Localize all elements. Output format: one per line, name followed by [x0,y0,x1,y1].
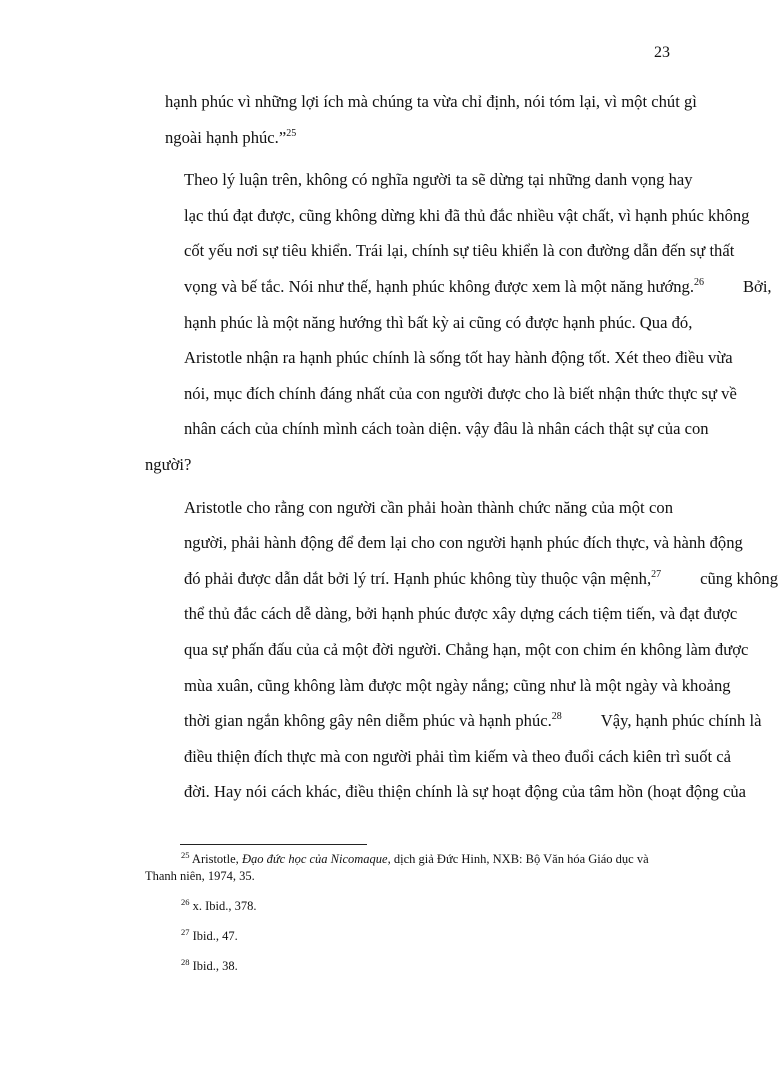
text-segment-after: Bởi, [742,276,772,296]
paragraph-happiness-theory [145,162,772,482]
footnote-text: Aristotle, [189,852,242,866]
footnote-ref-28[interactable]: 28 [551,711,562,723]
text-segment-before: thời gian ngắn không gây nên diễm phúc và hạnh phúc. [184,711,552,731]
text-line [165,120,673,156]
footnote-25 [145,851,665,885]
text-line: hạnh phúc là một năng hướng thì bất kỳ ai cũng có được hạnh phúc. Qua đó, [184,312,693,332]
text-segment-after: cũng không [700,568,778,588]
footnote-line [145,851,665,868]
text-segment-after: Vậy, hạnh phúc chính là [600,711,762,731]
paragraph-aristotle-function [145,490,778,810]
text-line: hạnh phúc vì những lợi ích mà chúng ta vừa chỉ định, nói tóm lại, vì một chút gì [165,92,697,111]
footnote-28 [145,958,665,975]
footnote-text: , dịch giả Đức Hinh, NXB: Bộ Văn hóa Giáo dục và [387,852,649,866]
paragraph-quote-continuation [145,84,697,155]
footnote-text: Ibid., 38. [189,959,238,973]
text-line [145,703,762,739]
text-line: qua sự phấn đấu của cả một đời người. Chẳng hạn, một con chim én không làm được [184,639,749,659]
text-segment-before: đó phải được dẫn dắt bởi lý trí. Hạnh phúc không tùy thuộc vận mệnh, [184,568,652,588]
text-line: nói, mục đích chính đáng nhất của con người được cho là biết nhận thức thực sự về [184,383,737,403]
footnote-number: 28 [181,957,190,967]
footnote-book-title: Đạo đức học của Nicomaque [241,852,388,866]
text-line: mùa xuân, cũng không làm được một ngày nắng; cũng như là một ngày và khoảng [184,675,731,695]
text-line: cốt yếu nơi sự tiêu khiển. Trái lại, chính sự tiêu khiển là con đường dẫn đến sự thất [184,241,735,261]
footnote-ref-26[interactable]: 26 [693,276,704,288]
text-line [145,269,772,305]
footnote-26 [145,898,665,915]
text-segment: ngoài hạnh phúc.” [165,127,287,147]
footnote-number: 26 [181,897,190,907]
footnote-ref-27[interactable]: 27 [651,568,662,580]
footnote-line: Thanh niên, 1974, 35. [145,869,255,883]
footnote-27 [145,928,665,945]
text-line: Aristotle nhận ra hạnh phúc chính là sống tốt hay hành động tốt. Xét theo điều vừa [184,348,733,368]
text-line: người? [145,454,192,474]
body-text [145,84,778,810]
text-line: lạc thú đạt được, cũng không dừng khi đã thủ đắc nhiều vật chất, vì hạnh phúc không [184,205,750,225]
footnote-separator [180,844,367,845]
text-line: nhân cách của chính mình cách toàn diện. vậy đâu là nhân cách thật sự của con [184,419,709,439]
text-segment [145,269,704,305]
footnote-ref-25[interactable]: 25 [286,127,297,139]
text-segment-before: vọng và bế tắc. Nói như thế, hạnh phúc không được xem là một năng hướng. [184,276,694,296]
footnote-number: 27 [181,927,190,937]
footnote-text: x. Ibid., 378. [189,899,257,913]
text-line: Aristotle cho rằng con người cần phải hoàn thành chức năng của một con [184,497,673,517]
text-line [145,561,778,597]
text-line: thể thủ đắc cách dễ dàng, bởi hạnh phúc được xây dựng cách tiệm tiến, và đạt được [184,604,738,624]
text-line: đời. Hay nói cách khác, điều thiện chính là sự hoạt động của tâm hồn (hoạt động của [184,782,746,802]
footnote-number: 25 [181,850,190,860]
footnotes [145,851,665,988]
text-line: Theo lý luận trên, không có nghĩa người ta sẽ dừng tại những danh vọng hay [184,170,693,190]
page-number: 23 [654,44,670,61]
text-segment [145,703,562,739]
text-segment [145,561,661,597]
text-line: điều thiện đích thực mà con người phải tìm kiếm và theo đuổi cách kiên trì suốt cả [184,746,732,766]
text-line: người, phải hành động để đem lại cho con người hạnh phúc đích thực, và hành động [184,533,743,553]
footnote-text: Ibid., 47. [189,929,238,943]
